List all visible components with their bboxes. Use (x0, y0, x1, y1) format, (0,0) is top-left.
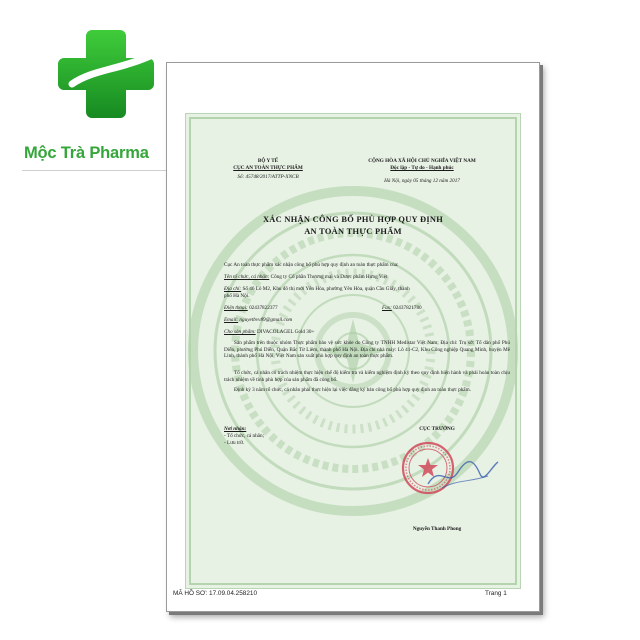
product-label: Cho sản phẩm: (224, 329, 256, 335)
address-value-cont: phố Hà Nội. (224, 293, 250, 299)
org-label: Tên tổ chức, cá nhân: (224, 274, 270, 280)
country-name: CỘNG HÒA XÃ HỘI CHỦ NGHĨA VIỆT NAM (368, 158, 476, 164)
place-date: Hà Nội, ngày 05 tháng 12 năm 2017 (384, 178, 460, 184)
fax-row (382, 305, 510, 311)
phone-row (224, 305, 384, 311)
signer-title: CỤC TRƯỞNG (419, 426, 455, 432)
document-subtitle: AN TOÀN THỰC PHẨM (304, 227, 402, 236)
address-label: Địa chỉ: (224, 286, 242, 292)
fax-label: Fax: (382, 305, 392, 311)
document-page (166, 62, 540, 612)
recipient-item: - Tổ chức, cá nhân; (224, 433, 265, 439)
intro-text: Cục An toàn thực phẩm xác nhận công bố phù hợp quy định an toàn thực phẩm của: (224, 262, 399, 268)
email-label: Email: (224, 317, 239, 323)
national-motto: Độc lập - Tự do - Hạnh phúc (390, 165, 454, 171)
email-value: nguyetbvv89@gmail.com (239, 317, 293, 323)
recipients-title: Nơi nhận: (224, 426, 247, 432)
signature-icon (422, 454, 502, 494)
product-value: DIVACOLAGEL Gold 30+ (257, 329, 315, 335)
department-name: CỤC AN TOÀN THỰC PHẨM (233, 165, 303, 171)
paragraph-responsibility: Tổ chức, cá nhân có trách nhiệm thực hiện chế độ kiểm tra và kiểm nghiệm định kỳ theo quy định hiện hành và phải hoàn toàn chịu trách nhiệm về tính phù hợp của sản phẩm đã công bố. (224, 370, 510, 383)
phone-value: 02437822377 (249, 305, 278, 311)
document-number: Số: 45748/2017/ATTP-XNCB (237, 174, 299, 180)
address-row (224, 286, 510, 292)
signer-name: Nguyễn Thanh Phong (412, 526, 462, 532)
address-value: Số 46 Lô M2, Khu đô thị mới Yên Hòa, phường Yên Hòa, quận Cầu Giấy, thành (242, 286, 410, 292)
file-code: MÃ HỒ SƠ: 17.09.04.258210 (173, 590, 257, 597)
paragraph-renewal: Định kỳ 3 năm tổ chức, cá nhân phải thực hiện lại việc đăng ký bản công bố phù hợp quy định an toàn thực phẩm. (234, 387, 471, 393)
fax-value: 02437821780 (393, 305, 422, 311)
ministry-name: BỘ Y TẾ (257, 158, 279, 164)
org-row (224, 274, 510, 280)
brand-name: Mộc Trà Pharma (24, 144, 149, 162)
recipient-item: - Lưu trữ. (224, 440, 245, 446)
medical-cross-icon (58, 26, 154, 122)
product-row (224, 329, 510, 335)
page-number: Trang 1 (485, 590, 507, 597)
certificate (185, 113, 521, 589)
org-value: Công ty Cổ phần Thương mại và Dược phẩm Hưng Việt (270, 274, 388, 280)
document-title: XÁC NHẬN CÔNG BỐ PHÙ HỢP QUY ĐỊNH (262, 215, 444, 224)
email-row (224, 317, 510, 323)
phone-label: Điện thoại: (224, 305, 248, 311)
paragraph-product: Sản phẩm trên thuộc nhóm Thực phẩm bảo vệ sức khỏe do Công ty TNHH Medistar Việt Nam; Địa chỉ: Trụ sở: Tổ dân phố Phú Diễn, phường Phú Diễn, Quận Bắc Từ Liêm, thành phố Hà Nội. Địa chỉ nhà máy: Lô 41-C2, Khu Công nghiệp Quang Minh, huyện Mê Linh, thành phố Hà Nội, Việt Nam sản xuất phù hợp quy định an toàn thực phẩm. (224, 340, 510, 360)
